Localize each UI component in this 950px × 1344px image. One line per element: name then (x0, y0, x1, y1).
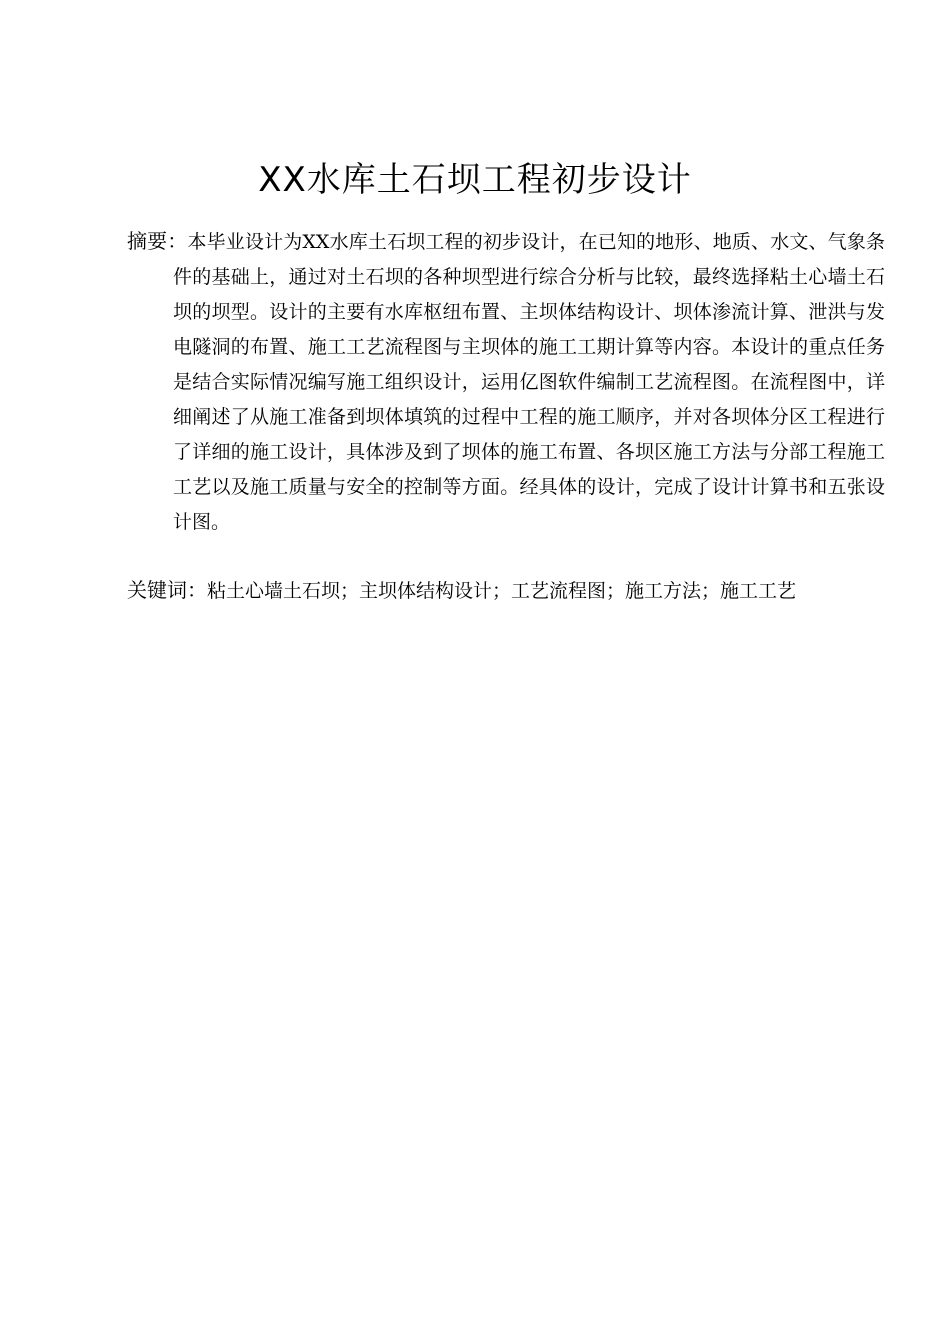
abstract-text: 本毕业设计为XX水库土石坝工程的初步设计，在已知的地形、地质、水文、气象条件的基础上，通过对土石坝的各种坝型进行综合分析与比较，最终选择粘土心墙土石坝的坝型。设计的主要有水库枢纽布置、主坝体结构设计、坝体渗流计算、泄洪与发电隧洞的布置、施工工艺流程图与主坝体的施工工期计算等内容。本设计的重点任务是结合实际情况编写施工组织设计，运用亿图软件编制工艺流程图。在流程图中，详细阐述了从施工准备到坝体填筑的过程中工程的施工顺序，并对各坝体分区工程进行了详细的施工设计，具体涉及到了坝体的施工布置、各坝区施工方法与分部工程施工工艺以及施工质量与安全的控制等方面。经具体的设计，完成了设计计算书和五张设计图。 (173, 231, 885, 533)
document-title: XX水库土石坝工程初步设计 (258, 160, 692, 200)
keywords-line (127, 573, 839, 609)
abstract-paragraph (127, 224, 885, 540)
keywords-label: 关键词： (127, 578, 207, 602)
abstract-label: 摘要： (127, 229, 188, 253)
keywords-text: 粘土心墙土石坝；主坝体结构设计；工艺流程图；施工方法；施工工艺 (207, 580, 797, 602)
